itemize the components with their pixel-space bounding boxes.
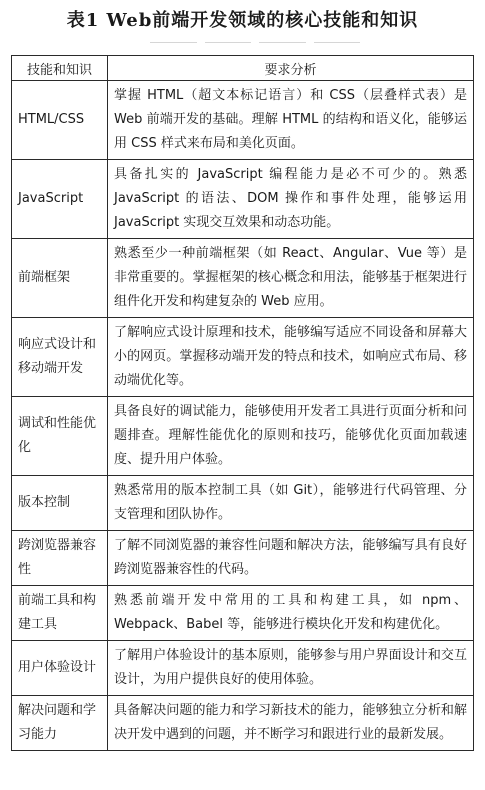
requirement-cell: 熟悉前端开发中常用的工具和构建工具，如 npm、Webpack、Babel 等，能够进行模块化开发和构建优化。: [108, 586, 474, 641]
skills-table: [11, 55, 474, 751]
table-row: [12, 81, 474, 160]
table-caption: 表1 Web前端开发领域的核心技能和知识: [66, 10, 419, 31]
table-row: [12, 160, 474, 239]
skill-cell: 版本控制: [12, 476, 108, 531]
skill-cell: 跨浏览器兼容性: [12, 531, 108, 586]
skill-cell: 响应式设计和移动端开发: [12, 318, 108, 397]
table-row: [12, 586, 474, 641]
requirement-cell: 具备良好的调试能力，能够使用开发者工具进行页面分析和问题排查。理解性能优化的原则和技巧，能够优化页面加载速度、提升用户体验。: [108, 397, 474, 476]
requirement-cell: 了解用户体验设计的基本原则，能够参与用户界面设计和交互设计，为用户提供良好的使用体验。: [108, 641, 474, 696]
table-row: [12, 696, 474, 751]
table-header-row: [12, 56, 474, 81]
table-row: [12, 397, 474, 476]
table-row: [12, 239, 474, 318]
skill-cell: 前端工具和构建工具: [12, 586, 108, 641]
skill-cell: 调试和性能优化: [12, 397, 108, 476]
table-row: [12, 531, 474, 586]
skill-cell: JavaScript: [12, 160, 108, 239]
skill-cell: HTML/CSS: [12, 81, 108, 160]
requirement-cell: 了解响应式设计原理和技术，能够编写适应不同设备和屏幕大小的网页。掌握移动端开发的特点和技术，如响应式布局、移动端优化等。: [108, 318, 474, 397]
table-row: [12, 641, 474, 696]
header-skill: 技能和知识: [12, 56, 108, 81]
header-requirement: 要求分析: [108, 56, 474, 81]
table-row: [12, 318, 474, 397]
requirement-cell: 具备扎实的 JavaScript 编程能力是必不可少的。熟悉 JavaScript 的语法、DOM 操作和事件处理，能够运用 JavaScript 实现交互效果和动态功能。: [108, 160, 474, 239]
table-row: [12, 476, 474, 531]
requirement-cell: 熟悉常用的版本控制工具（如 Git），能够进行代码管理、分支管理和团队协作。: [108, 476, 474, 531]
requirement-cell: 熟悉至少一种前端框架（如 React、Angular、Vue 等）是非常重要的。掌握框架的核心概念和用法，能够基于框架进行组件化开发和构建复杂的 Web 应用。: [108, 239, 474, 318]
requirement-cell: 掌握 HTML（超文本标记语言）和 CSS（层叠样式表）是 Web 前端开发的基础。理解 HTML 的结构和语义化，能够运用 CSS 样式来布局和美化页面。: [108, 81, 474, 160]
skill-cell: 解决问题和学习能力: [12, 696, 108, 751]
skill-cell: 前端框架: [12, 239, 108, 318]
skill-cell: 用户体验设计: [12, 641, 108, 696]
requirement-cell: 具备解决问题的能力和学习新技术的能力，能够独立分析和解决开发中遇到的问题，并不断学习和跟进行业的最新发展。: [108, 696, 474, 751]
requirement-cell: 了解不同浏览器的兼容性问题和解决方法，能够编写具有良好跨浏览器兼容性的代码。: [108, 531, 474, 586]
faint-divider: [150, 36, 360, 48]
